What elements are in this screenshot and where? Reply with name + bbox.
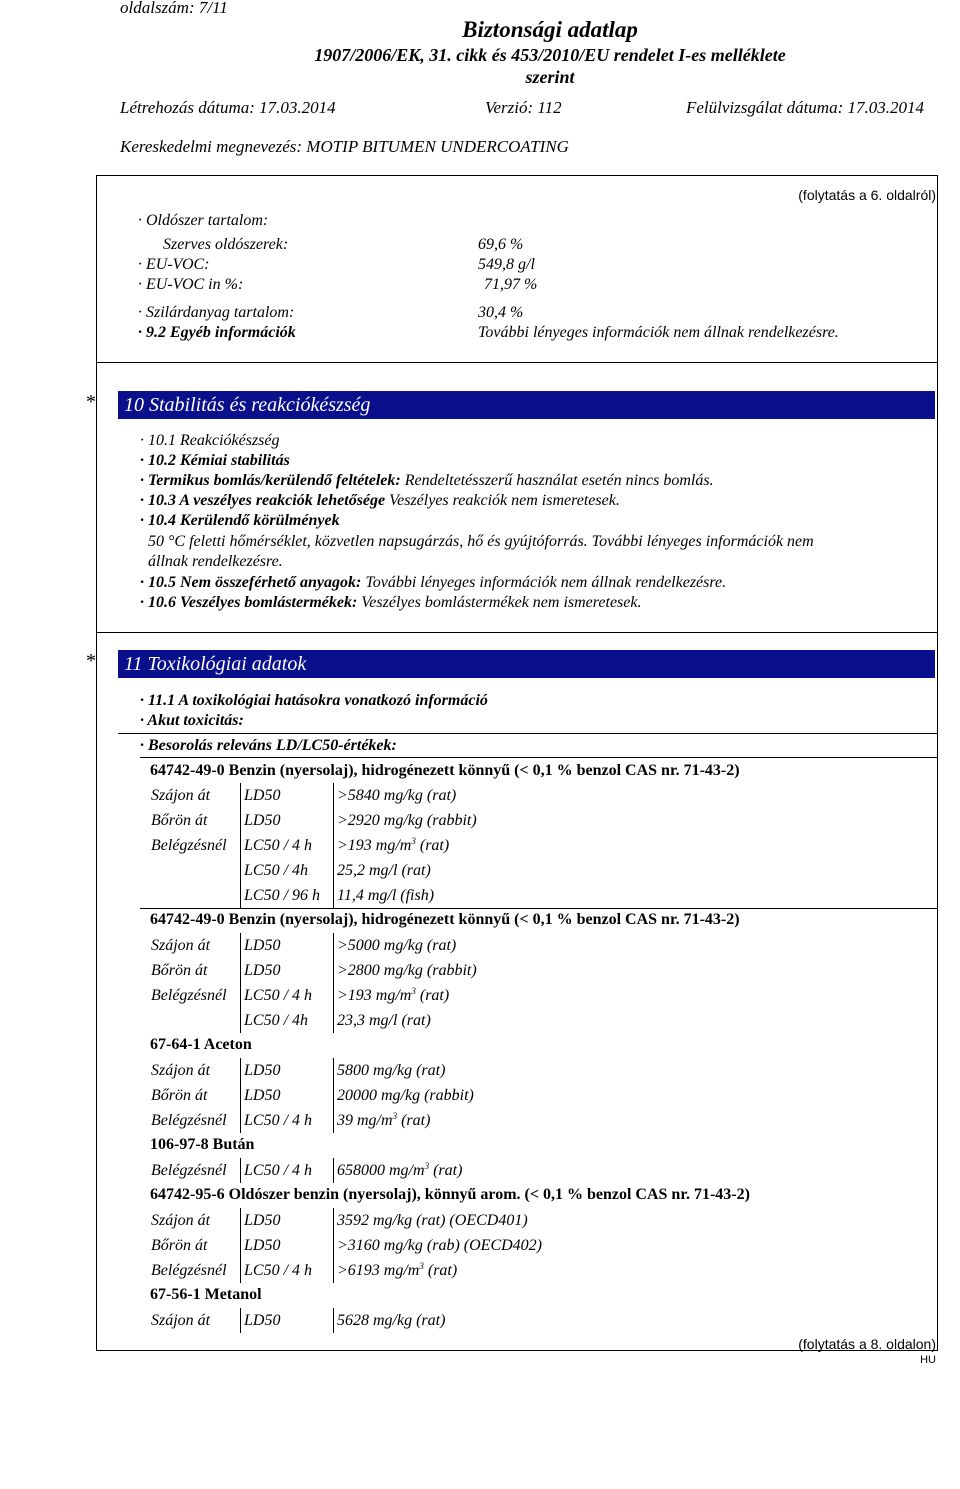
tox-value (334, 783, 480, 808)
frame-right-rule (937, 175, 938, 1350)
eu-voc-label: · EU-VOC: (138, 256, 210, 273)
s11-acute-toxicity: · Akut toxicitás: (140, 712, 244, 729)
tox-row (148, 808, 480, 833)
tox-value-text: >3160 mg/kg (rab) (OECD402) (337, 1236, 542, 1254)
tox-value (334, 808, 480, 833)
tox-test: LD50 (241, 1083, 334, 1108)
eu-voc-pct-label: · EU-VOC in %: (138, 276, 244, 293)
tox-value-text: 23,3 mg/l (rat) (337, 1011, 431, 1029)
tox-route (148, 858, 241, 883)
tox-substance-6: 67-56-1 Metanol (150, 1286, 262, 1303)
tox-row (148, 1308, 448, 1333)
continued-to: (folytatás a 8. oldalon) (798, 1336, 936, 1352)
page-number: oldalszám: 7/11 (120, 0, 228, 17)
section-11-change-marker: * (86, 650, 96, 672)
block-separator-2 (96, 632, 938, 633)
version: Verzió: 112 (485, 98, 562, 117)
s10-thermal-value: Rendeltetésszerű használat esetén nincs bomlás. (400, 472, 714, 489)
s10-decomposition-label: · 10.6 Veszélyes bomlástermékek: (140, 594, 358, 611)
s10-incompatible-value: További lényeges információk nem állnak rendelkezésre. (361, 574, 727, 591)
other-info-label: · 9.2 Egyéb információk (138, 324, 296, 341)
tox-value-text: >2800 mg/kg (rabbit) (337, 961, 477, 979)
tox-value (334, 1058, 477, 1083)
solvent-organic-label: Szerves oldószerek: (163, 236, 289, 253)
s10-chemical-stability: · 10.2 Kémiai stabilitás (140, 452, 290, 469)
tox-test: LC50 / 4 h (241, 983, 334, 1008)
tox-route (148, 1008, 241, 1033)
s10-hazardous-reactions-value: Veszélyes reakciók nem ismeretesek. (385, 492, 620, 509)
s10-conditions-text-2: állnak rendelkezésre. (148, 553, 283, 570)
tox-value-species: (rat) (423, 1262, 458, 1279)
tox-route: Szájon át (151, 1061, 211, 1079)
tox-value (334, 883, 480, 908)
tox-substance-5: 64742-95-6 Oldószer benzin (nyersolaj), könnyű arom. (< 0,1 % benzol CAS nr. 71-43-2) (150, 1186, 750, 1203)
tox-divider-1 (140, 908, 937, 909)
tox-value-text: 20000 mg/kg (rabbit) (337, 1086, 474, 1104)
section-10-header (118, 391, 935, 419)
tox-route: Szájon át (151, 1211, 211, 1229)
s11-separator (118, 733, 937, 734)
tox-value (334, 1208, 546, 1233)
tox-table-5 (148, 1208, 545, 1283)
tox-value-text: 3592 mg/kg (rat) (OECD401) (337, 1211, 528, 1229)
tox-row (148, 1208, 545, 1233)
tox-test: LD50 (241, 958, 334, 983)
tox-value (334, 1108, 477, 1133)
tox-route: Bőrön át (151, 1086, 208, 1104)
s10-decomposition (140, 594, 641, 612)
tox-table-6 (148, 1308, 448, 1333)
tox-test: LD50 (241, 783, 334, 808)
tox-route: Szájon át (151, 936, 211, 954)
tox-value (334, 858, 480, 883)
tox-test: LD50 (241, 933, 334, 958)
tox-value (334, 1233, 546, 1258)
tox-route: Belégzésnél (151, 1111, 227, 1129)
section-10-title: 10 Stabilitás és reakciókészség (124, 394, 371, 416)
tox-test: LC50 / 96 h (241, 883, 334, 908)
tox-substance-2: 64742-49-0 Benzin (nyersolaj), hidrogénezett könnyű (< 0,1 % benzol CAS nr. 71-43-2) (150, 911, 740, 928)
s10-thermal-label: · Termikus bomlás/kerülendő feltételek: (140, 472, 401, 489)
tox-value (334, 1158, 466, 1183)
section-11-header (118, 650, 935, 678)
s10-hazardous-reactions (140, 492, 620, 510)
tox-test: LD50 (241, 808, 334, 833)
s10-decomposition-value: Veszélyes bomlástermékek nem ismeretesek. (357, 594, 642, 611)
s11-classification: · Besorolás releváns LD/LC50-értékek: (140, 737, 397, 754)
tox-value-species: (rat) (415, 837, 450, 854)
tox-row (148, 1083, 477, 1108)
s10-incompatible (140, 574, 726, 592)
tox-table-2 (148, 933, 480, 1033)
tox-route: Bőrön át (151, 961, 208, 979)
tox-route: Bőrön át (151, 1236, 208, 1254)
tox-row (148, 883, 480, 908)
tox-value (334, 983, 480, 1008)
solvent-organic-value: 69,6 % (478, 236, 524, 253)
tox-test: LD50 (241, 1058, 334, 1083)
s10-thermal (140, 472, 714, 490)
tox-value-exponent: 3 (411, 986, 416, 996)
continued-from: (folytatás a 6. oldalról) (798, 187, 936, 203)
tox-row (148, 933, 480, 958)
tox-value-text: 39 mg/m (337, 1112, 393, 1129)
tox-value (334, 1008, 480, 1033)
tox-test: LC50 / 4 h (241, 833, 334, 858)
tox-value-species: (rat) (429, 1162, 463, 1179)
tox-route: Szájon át (151, 1311, 211, 1329)
tox-route: Belégzésnél (151, 836, 227, 854)
s11-toxicological-info: · 11.1 A toxikológiai hatásokra vonatkozó információ (140, 692, 488, 709)
tox-value-text: 11,4 mg/l (fish) (337, 886, 435, 904)
tox-value-exponent: 3 (419, 1261, 424, 1271)
section-11-title: 11 Toxikológiai adatok (124, 653, 307, 675)
tox-value-species: (rat) (415, 987, 450, 1004)
tox-value (334, 833, 480, 858)
tox-value (334, 1258, 546, 1283)
tox-row (148, 1008, 480, 1033)
tox-value (334, 958, 480, 983)
tox-row (148, 858, 480, 883)
tox-value-text: >5000 mg/kg (rat) (337, 936, 457, 954)
solids-value: 30,4 % (478, 304, 524, 321)
tox-value-text: >6193 mg/m (337, 1262, 420, 1279)
tox-value-text: >193 mg/m (337, 837, 412, 854)
tox-route: Bőrön át (151, 811, 208, 829)
tox-route (148, 883, 241, 908)
tox-value-text: 5800 mg/kg (rat) (337, 1061, 446, 1079)
tox-value-text: >2920 mg/kg (rabbit) (337, 811, 477, 829)
tox-test: LC50 / 4 h (241, 1258, 334, 1283)
tox-row (148, 1158, 465, 1183)
solids-label: · Szilárdanyag tartalom: (138, 304, 295, 321)
tox-test: LD50 (241, 1208, 334, 1233)
frame-left-rule (96, 175, 97, 1350)
s10-conditions-text-1: 50 °C feletti hőmérséklet, közvetlen napsugárzás, hő és gyújtóforrás. További lényeges információk nem (148, 533, 814, 550)
tox-value (334, 1308, 449, 1333)
tox-row (148, 1233, 545, 1258)
tox-test: LC50 / 4h (241, 1008, 334, 1033)
tox-substance-3: 67-64-1 Aceton (150, 1036, 252, 1053)
tox-value-text: >5840 mg/kg (rat) (337, 786, 457, 804)
frame-top-rule (96, 175, 938, 176)
tox-row (148, 1258, 545, 1283)
s10-reactivity: · 10.1 Reakciókészség (140, 432, 280, 449)
tox-value-text: 25,2 mg/l (rat) (337, 861, 431, 879)
tox-test: LD50 (241, 1233, 334, 1258)
tox-table-1 (148, 783, 480, 908)
tox-table-4 (148, 1158, 465, 1183)
tox-value-text: >193 mg/m (337, 987, 412, 1004)
tox-value (334, 933, 480, 958)
s10-incompatible-label: · 10.5 Nem összeférhető anyagok: (140, 574, 362, 591)
eu-voc-value: 549,8 g/l (478, 256, 535, 273)
trade-name: Kereskedelmi megnevezés: MOTIP BITUMEN UNDERCOATING (120, 137, 569, 156)
tox-route: Belégzésnél (151, 1161, 227, 1179)
tox-table-top-rule (140, 757, 937, 758)
created-date: Létrehozás dátuma: 17.03.2014 (120, 98, 336, 117)
tox-value (334, 1083, 477, 1108)
tox-value-species: (rat) (397, 1112, 431, 1129)
tox-row (148, 833, 480, 858)
s10-conditions-to-avoid: · 10.4 Kerülendő körülmények (140, 512, 340, 529)
regulation-line: 1907/2006/EK, 31. cikk és 453/2010/EU rendelet I-es melléklete (314, 45, 786, 65)
tox-substance-4: 106-97-8 Bután (150, 1136, 255, 1153)
tox-row (148, 783, 480, 808)
tox-route: Belégzésnél (151, 986, 227, 1004)
tox-value-text: 658000 mg/m (337, 1162, 425, 1179)
tox-route: Szájon át (151, 786, 211, 804)
tox-row (148, 1058, 477, 1083)
revised-date: Felülvizsgálat dátuma: 17.03.2014 (686, 98, 924, 117)
block-separator-1 (96, 362, 938, 363)
tox-test: LD50 (241, 1308, 334, 1333)
tox-row (148, 1108, 477, 1133)
tox-value-exponent: 3 (424, 1161, 430, 1171)
other-info-value: További lényeges információk nem állnak rendelkezésre. (478, 324, 839, 341)
tox-test: LC50 / 4h (241, 858, 334, 883)
tox-substance-1: 64742-49-0 Benzin (nyersolaj), hidrogénezett könnyű (< 0,1 % benzol CAS nr. 71-43-2) (150, 762, 740, 779)
document-title: Biztonsági adatlap (462, 17, 638, 42)
tox-test: LC50 / 4 h (241, 1158, 334, 1183)
eu-voc-pct-value: 71,97 % (484, 276, 538, 293)
section-10-change-marker: * (86, 391, 96, 413)
tox-row (148, 958, 480, 983)
tox-route: Belégzésnél (151, 1261, 227, 1279)
tox-test: LC50 / 4 h (241, 1108, 334, 1133)
tox-value-text: 5628 mg/kg (rat) (337, 1311, 446, 1329)
tox-row (148, 983, 480, 1008)
s10-hazardous-reactions-label: · 10.3 A veszélyes reakciók lehetősége (140, 492, 386, 509)
tox-value-exponent: 3 (411, 836, 416, 846)
solvent-heading: · Oldószer tartalom: (138, 212, 269, 229)
country-code: HU (920, 1354, 936, 1366)
tox-table-3 (148, 1058, 477, 1133)
regulation-suffix: szerint (525, 67, 575, 87)
tox-value-exponent: 3 (392, 1111, 398, 1121)
